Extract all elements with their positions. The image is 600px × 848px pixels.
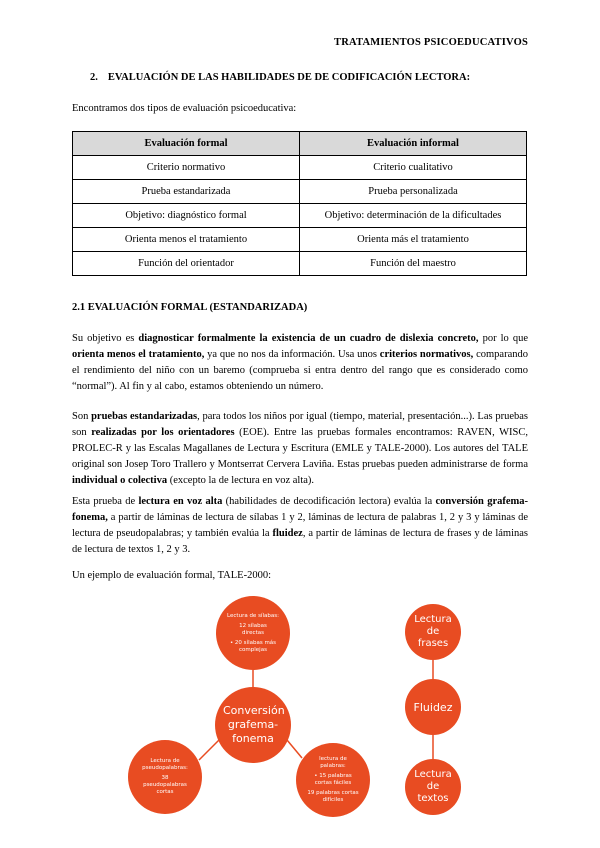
paragraph-reading-aloud: [72, 494, 528, 558]
emphasis: conversión grafema-fonema,: [72, 496, 529, 523]
node-sentences: [405, 604, 461, 660]
text: (EOE). Entre las pruebas formales encontramos: RAVEN, WISC, PROLEC-R y las Escalas Magallanes de Lectura y Escritura (EMLE y TALE-2000). Los autores del TALE original son Josep Toro Trallero y Montserrat Cervera Laviña. Estas pruebas pueden administrarse de forma: [72, 427, 528, 470]
node-words: [296, 743, 370, 817]
node-title: Fluidez: [413, 700, 453, 714]
text: , a partir de láminas de lectura de frases y de láminas de lectura de textos 1, 2 y 3.: [72, 528, 528, 555]
example-label: Un ejemplo de evaluación formal, TALE-2000:: [72, 570, 271, 581]
emphasis: criterios normativos,: [379, 349, 474, 360]
node-line: 38 pseudopalabras cortas: [143, 775, 187, 795]
text: comparando el rendimiento del niño con un baremo (comprueba si entra dentro del rango que es considerado como “normal”). Al fin y al cabo, estamos obteniendo un número.: [72, 349, 528, 392]
node-line: • 15 palabras cortas fáciles: [314, 773, 352, 786]
text: (excepto la de lectura en voz alta).: [167, 475, 315, 486]
table-cell: Orienta más el tratamiento: [300, 228, 527, 252]
text: Esta prueba de: [72, 496, 139, 507]
table-row: [73, 228, 527, 252]
emphasis: orienta menos el tratamiento,: [72, 349, 205, 360]
section-number: 2.: [90, 72, 98, 83]
section-title: [90, 72, 470, 83]
table-cell: Función del orientador: [73, 252, 300, 276]
node-title: Lectura de pseudopalabras:: [142, 758, 188, 771]
table-cell: Criterio normativo: [73, 156, 300, 180]
node-title: Lectura de sílabas:: [227, 612, 279, 619]
text: Son: [72, 411, 92, 422]
text: , para todos los niños por igual (tiempo, material, presentación...). Las pruebas son: [72, 411, 528, 438]
node-syllables: [216, 596, 290, 670]
node-title: Lectura de frases: [414, 614, 452, 649]
emphasis: pruebas estandarizadas: [91, 411, 198, 422]
table-cell: Objetivo: diagnóstico formal: [73, 204, 300, 228]
table-row: [73, 204, 527, 228]
intro-text: Encontramos dos tipos de evaluación psicoeducativa:: [72, 103, 297, 114]
node-pseudowords: [128, 740, 202, 814]
section-title-text: EVALUACIÓN DE LAS HABILIDADES DE DE CODIFICACIÓN LECTORA:: [107, 72, 471, 83]
node-fluency: [405, 679, 461, 735]
paragraph-objective: [72, 331, 528, 395]
table-cell: Criterio cualitativo: [300, 156, 527, 180]
node-title: Conversión grafema-fonema: [223, 704, 285, 745]
node-title: lectura de palabras:: [319, 756, 347, 769]
emphasis: individual o colectiva: [72, 475, 168, 486]
emphasis: fluidez: [272, 528, 303, 539]
table-cell: Prueba estandarizada: [73, 180, 300, 204]
table-row: [73, 252, 527, 276]
table-cell: Objetivo: determinación de la dificultades: [300, 204, 527, 228]
node-title: Lectura de textos: [414, 769, 452, 804]
paragraph-standardized-tests: [72, 409, 528, 489]
table-row: [73, 180, 527, 204]
node-line: 19 palabras cortas difíciles: [307, 790, 359, 803]
emphasis: lectura en voz alta: [138, 496, 223, 507]
node-texts: [405, 759, 461, 815]
table-header-row: [73, 132, 527, 156]
node-grapheme-phoneme-conversion: [215, 687, 291, 763]
text: Su objetivo es: [72, 333, 139, 344]
emphasis: realizadas por los orientadores: [91, 427, 235, 438]
node-line: 12 sílabas directas: [239, 622, 267, 636]
table-cell: Prueba personalizada: [300, 180, 527, 204]
text: ya que no nos da información. Usa unos: [204, 349, 380, 360]
table-cell: Función del maestro: [300, 252, 527, 276]
table-header-informal: Evaluación informal: [300, 132, 527, 156]
comparison-table: [72, 131, 527, 276]
text: por lo que: [478, 333, 529, 344]
text: (habilidades de decodificación lectora) evalúa la: [222, 496, 436, 507]
table-cell: Orienta menos el tratamiento: [73, 228, 300, 252]
text: a partir de láminas de lectura de sílabas 1 y 2, láminas de lectura de palabras 1, 2 y 3 y láminas de lectura de pseudopalabras; y también evalúa la: [72, 512, 528, 539]
table-header-formal: Evaluación formal: [73, 132, 300, 156]
table-row: [73, 156, 527, 180]
node-line: • 20 sílabas más complejas: [229, 639, 277, 653]
page-header: TRATAMIENTOS PSICOEDUCATIVOS: [334, 37, 528, 48]
subsection-title: 2.1 EVALUACIÓN FORMAL (ESTANDARIZADA): [72, 302, 308, 313]
emphasis: diagnosticar formalmente la existencia de un cuadro de dislexia concreto,: [138, 333, 479, 344]
